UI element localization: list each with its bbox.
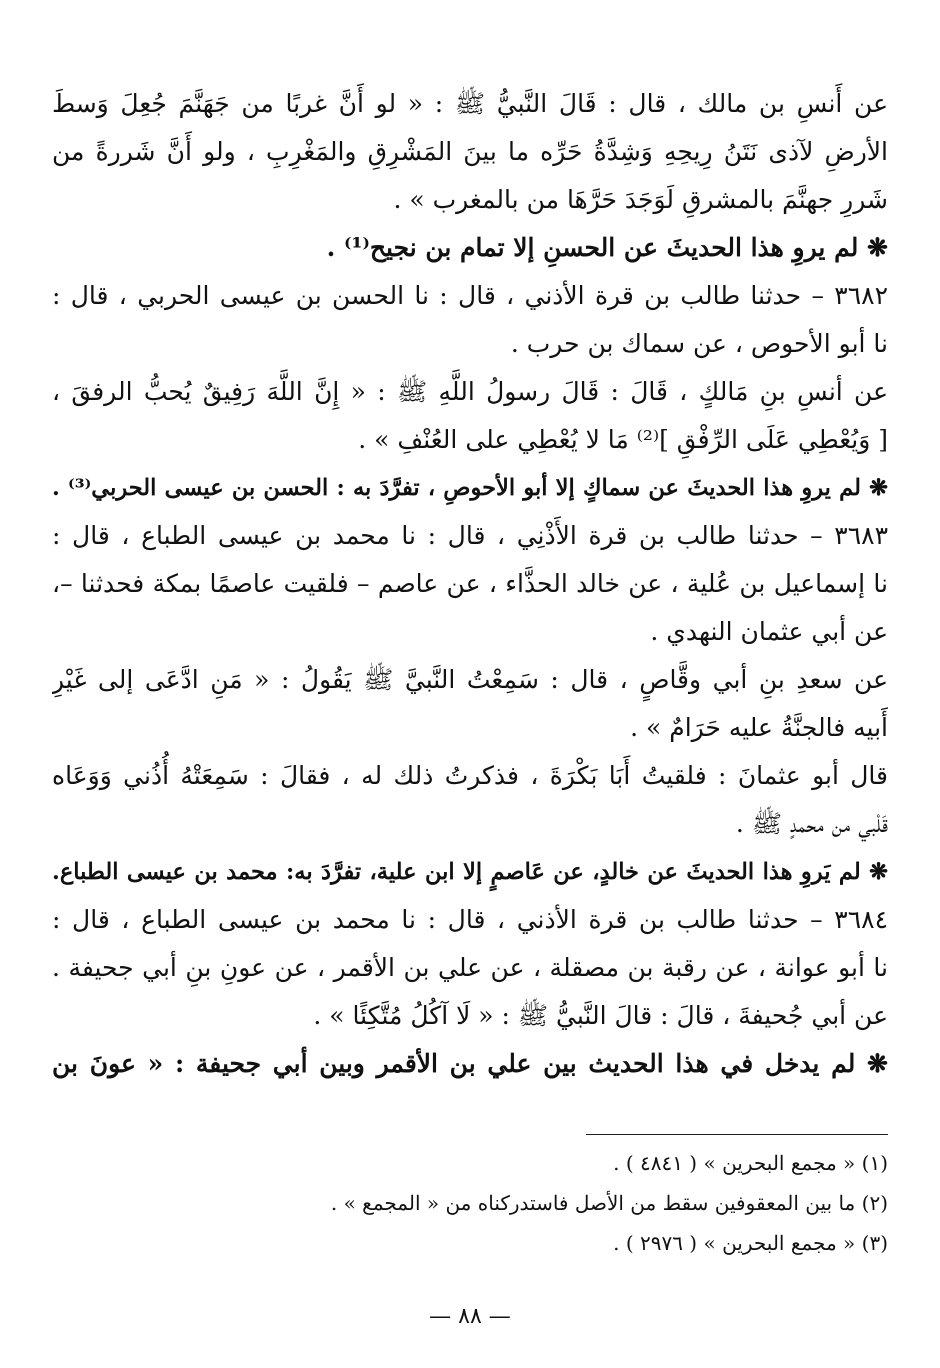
- footnote-line: (٢) ما بين المعقوفين سقط من الأصل فاستدركناه من « المجمع » .: [330, 1191, 888, 1215]
- text-line: عن سعدِ بنِ أبي وقَّاصٍ ، قال : سَمِعْتُ النَّبيَّ ﷺ يَقُولُ : « مَنِ ادَّعَى إلى غَيْرِ: [52, 665, 888, 694]
- text-line: ٣٦٨٢ – حدثنا طالب بن قرة الأذني ، قال : نا الحسن بن عيسى الحربي ، قال :: [52, 281, 888, 310]
- text-line: ٣٦٨٣ – حدثنا طالب بن قرة الأَذْنِي ، قال : نا محمد بن عيسى الطباع ، قال :: [52, 521, 888, 550]
- text-line: قال أبو عثمانَ : فلقيتُ أَبَا بَكْرَةَ ، فذكرتُ ذلك له ، فقالَ : سَمِعَتْهُ أُذُني وَوَعَاه: [52, 761, 888, 790]
- commentary-line: ❋ لم يروِ هذا الحديثَ عن سماكٍ إلا أبو الأحوصِ ، تفرَّدَ به : الحسن بن عيسى الحربي⁽³⁾ .: [52, 475, 888, 501]
- text-line: عن أبي جُحيفةَ ، قالَ : قالَ النَّبيُّ ﷺ : « لَا آكُلُ مُتَّكِئًا » .: [313, 1001, 888, 1030]
- text-line: نا أبو الأحوص ، عن سماك بن حرب .: [510, 329, 888, 358]
- commentary-line: ❋ لم يدخل في هذا الحديث بين علي بن الأقمر وبين أبي جحيفة : « عونَ بن: [52, 1049, 888, 1078]
- footnote-line: (١) « مجمع البحرين » ( ٤٨٤١ ) .: [613, 1151, 888, 1175]
- page-number: — ٨٨ —: [429, 1304, 511, 1329]
- text-line: عن أَنسِ بن مالك ، قال : قَالَ النَّبيُّ ﷺ : « لو أَنَّ غربًا من جَهَنَّمَ جُعِلَ وَسطَ: [52, 89, 888, 118]
- text-line: قَلْبي من محمدٍ ﷺ .: [735, 809, 888, 838]
- commentary-line: ❋ لم يَروِ هذا الحديثَ عن خالدٍ، عن عَاصمٍ إلا ابن علية، تفرَّدَ به: محمد بن عيسى الطباع.: [52, 859, 888, 885]
- text-line: أَبيه فالجنَّةُ عليه حَرَامٌ » .: [630, 713, 888, 742]
- commentary-line: ❋ لم يروِ هذا الحديثَ عن الحسنِ إلا تمام بن نجيح⁽¹⁾ .: [326, 233, 888, 262]
- footnote-separator: [586, 1134, 888, 1135]
- text-line: شَررِ جهنَّمَ بالمشرقِ لَوَجَدَ حَرَّهَا من بالمغرب » .: [393, 185, 888, 214]
- text-line: نا إسماعيل بن عُلية ، عن خالد الحذَّاء ، عن عاصم – فلقيت عاصمًا بمكة فحدثنا –،: [52, 569, 888, 598]
- text-line: ٣٦٨٤ – حدثنا طالب بن قرة الأذني ، قال : نا محمد بن عيسى الطباع ، قال :: [52, 905, 888, 934]
- footnote-line: (٣) « مجمع البحرين » ( ٢٩٧٦ ) .: [613, 1231, 888, 1255]
- text-line: الأرضِ لآذى نَتَنُ رِيحِهِ وَشِدَّةُ حَرِّه ما بينَ المَشْرِقِ والمَغْرِبِ ، ولو أَنَّ شَررةً من: [52, 137, 888, 166]
- text-line: عن أبي عثمان النهدي .: [650, 617, 888, 646]
- text-line: [ وَيُعْطِي عَلَى الرِّفْقِ ]⁽²⁾ مَا لا يُعْطِي على العُنْفِ » .: [358, 425, 888, 454]
- text-line: عن أنسِ بنِ مَالكٍ ، قَالَ : قَالَ رسولُ اللَّهِ ﷺ : « إِنَّ اللَّهَ رَفِيقٌ يُحبُّ الرفقَ ،: [52, 377, 888, 406]
- text-line: نا أبو عوانة ، عن رقبة بن مصقلة ، عن علي بن الأقمر ، عن عونِ بنِ أبي جحيفة .: [52, 953, 888, 982]
